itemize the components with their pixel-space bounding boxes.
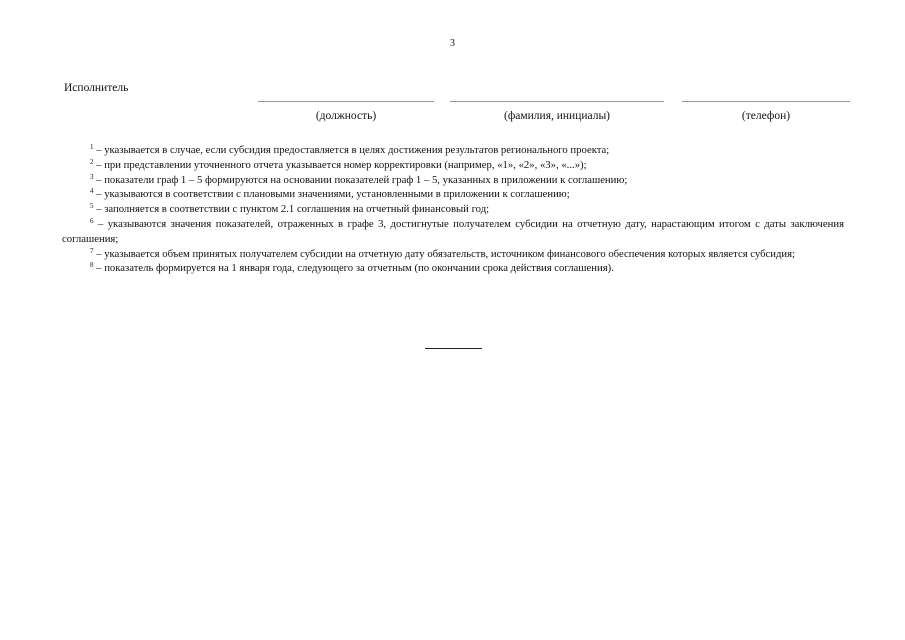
footnotes-list bbox=[62, 143, 844, 276]
footnote bbox=[62, 247, 844, 262]
footnote-mark: 7 bbox=[90, 246, 94, 255]
signature-field-name: (фамилия, инициалы) bbox=[450, 101, 664, 123]
footnote bbox=[62, 143, 844, 158]
footnote-text: – указываются в соответствии с плановыми значениями, установленными в приложении к соглашению; bbox=[93, 188, 570, 201]
footnote-text: – при представлении уточненного отчета указывается номер корректировки (например, «1», «2», «3», «...»); bbox=[93, 158, 587, 171]
footnote-text: – показатель формируется на 1 января года, следующего за отчетным (по окончании срока действия соглашения). bbox=[93, 262, 614, 275]
footnote-text: – указываются значения показателей, отраженных в графе 3, достигнутые получателем субсидии на отчетную дату, нарастающим итогом с даты заключения соглашения; bbox=[62, 217, 844, 245]
footnote-text: – указывается объем принятых получателем субсидии на отчетную дату обязательств, источником финансового обеспечения которых является субсидия; bbox=[93, 247, 796, 260]
footnote-text: – заполняется в соответствии с пунктом 2.1 соглашения на отчетный финансовый год; bbox=[93, 203, 490, 216]
footnote bbox=[62, 187, 844, 202]
end-of-document-rule bbox=[425, 348, 482, 349]
footnote-mark: 3 bbox=[90, 172, 94, 181]
footnote-mark: 6 bbox=[90, 216, 94, 225]
page-number: 3 bbox=[450, 38, 455, 49]
signature-field-phone: (телефон) bbox=[682, 101, 850, 123]
footnote-mark: 5 bbox=[90, 202, 94, 211]
footnote-text: – показатели граф 1 – 5 формируются на основании показателей граф 1 – 5, указанных в приложении к соглашению; bbox=[93, 173, 628, 186]
footnote bbox=[62, 261, 844, 276]
signature-field-position: (должность) bbox=[258, 101, 434, 123]
executor-label: Исполнитель bbox=[64, 82, 129, 94]
footnote bbox=[62, 173, 844, 188]
footnote bbox=[62, 158, 844, 173]
footnote-mark: 8 bbox=[90, 261, 94, 270]
footnote-mark: 2 bbox=[90, 157, 94, 166]
footnote bbox=[62, 217, 844, 247]
footnote-text: – указывается в случае, если субсидия предоставляется в целях достижения результатов регионального проекта; bbox=[93, 144, 610, 156]
footnote-mark: 4 bbox=[90, 187, 94, 196]
footnote bbox=[62, 202, 844, 217]
footnote-mark: 1 bbox=[90, 143, 94, 151]
